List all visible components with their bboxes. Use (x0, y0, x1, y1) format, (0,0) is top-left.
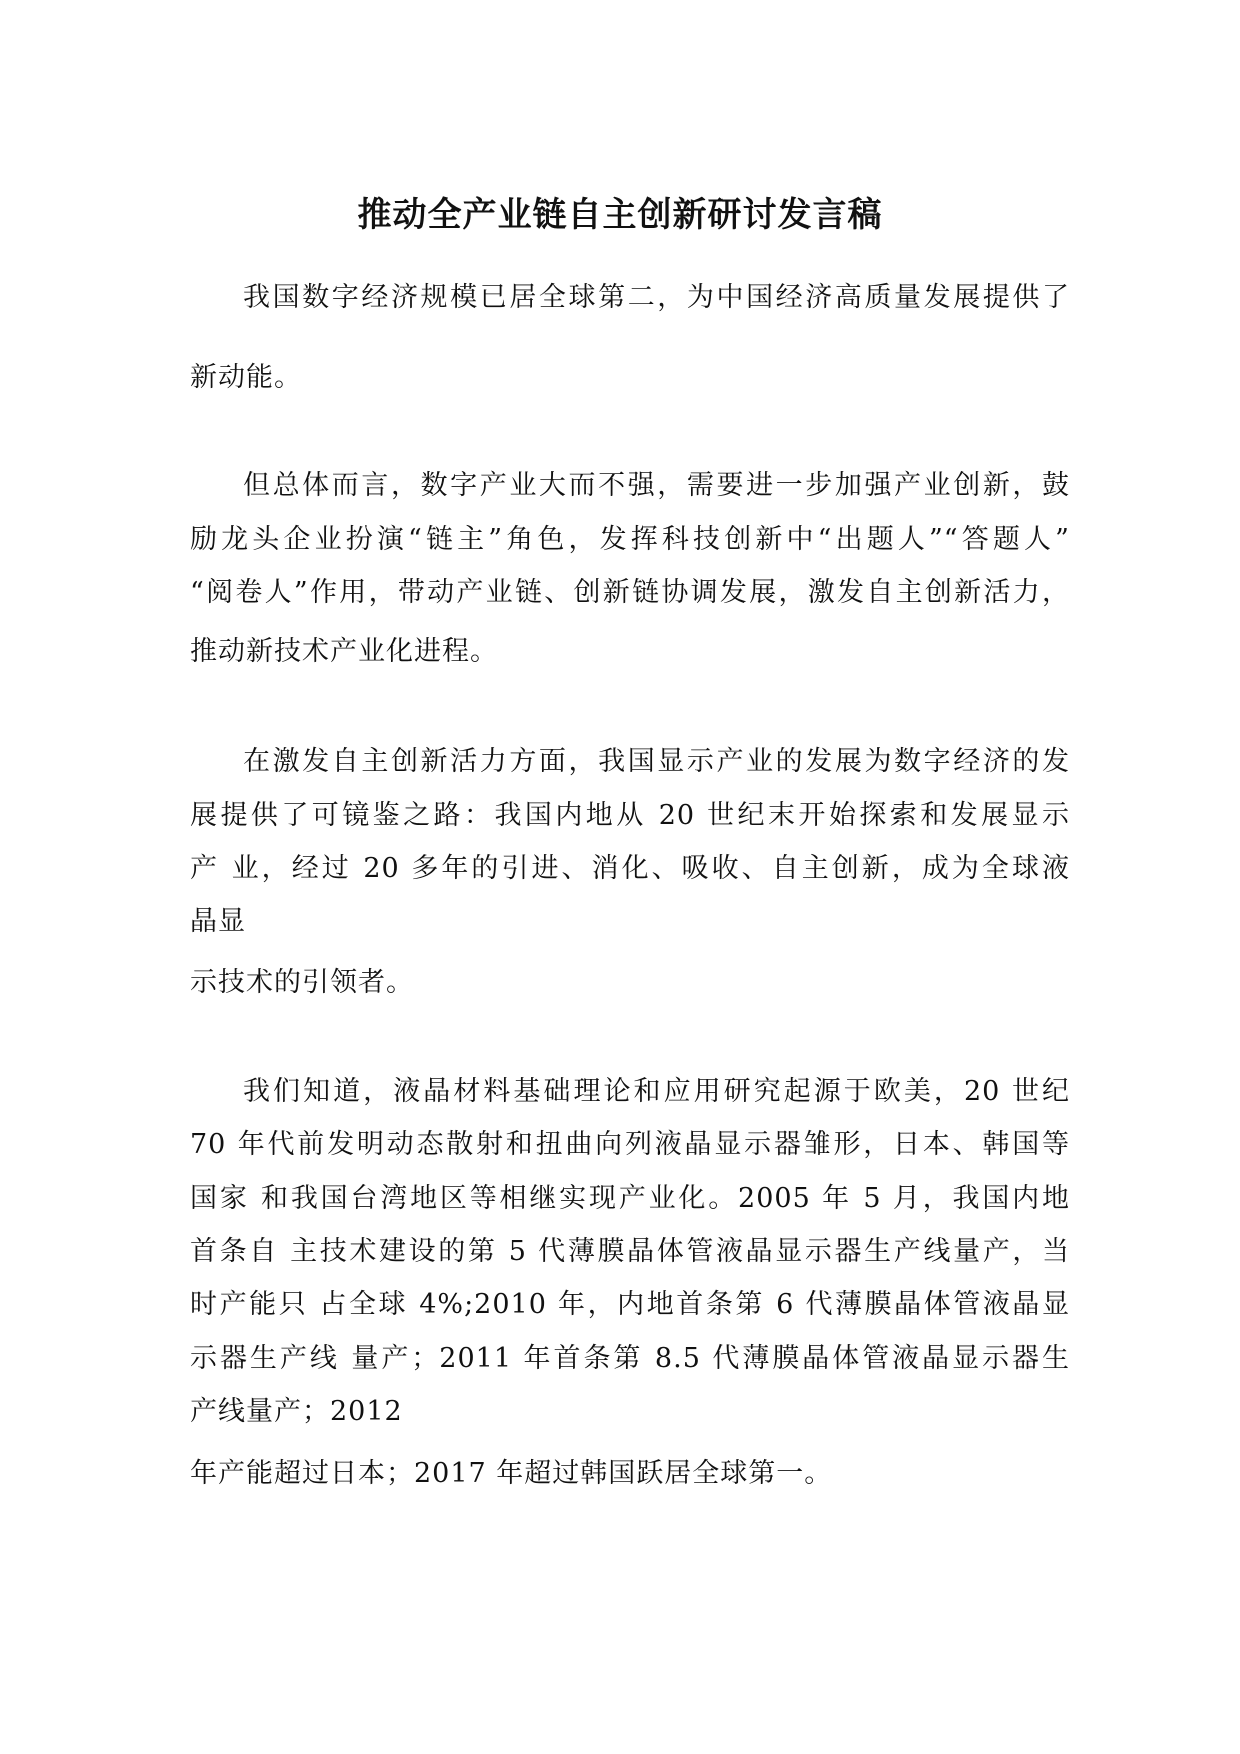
paragraph-4-line-5: 时产能只 占全球 4%;2010 年，内地首条第 6 代薄膜晶体管液晶显 (190, 1289, 1070, 1320)
paragraph-4-line-4: 首条自 主技术建设的第 5 代薄膜晶体管液晶显示器生产线量产，当 (190, 1236, 1070, 1267)
paragraph-2-line-2: 励龙头企业扮演“链主”角色，发挥科技创新中“出题人”“答题人” (190, 524, 1070, 555)
paragraph-4-line-8: 年产能超过日本；2017 年超过韩国跃居全球第一。 (190, 1458, 833, 1489)
paragraph-3-line-5: 示技术的引领者。 (190, 967, 414, 998)
paragraph-4-line-2: 70 年代前发明动态散射和扭曲向列液晶显示器雏形，日本、韩国等 (190, 1129, 1070, 1160)
paragraph-3-line-1: 在激发自主创新活力方面，我国显示产业的发展为数字经济的发 (243, 746, 1070, 777)
paragraph-4-line-3: 国家 和我国台湾地区等相继实现产业化。2005 年 5 月，我国内地 (190, 1183, 1070, 1214)
paragraph-1-line-2: 新动能。 (190, 362, 302, 393)
paragraph-4-line-6: 示器生产线 量产；2011 年首条第 8.5 代薄膜晶体管液晶显示器生 (190, 1343, 1070, 1374)
paragraph-1-line-1: 我国数字经济规模已居全球第二，为中国经济高质量发展提供了 (243, 282, 1070, 313)
paragraph-2-line-1: 但总体而言，数字产业大而不强，需要进一步加强产业创新，鼓 (243, 470, 1070, 501)
paragraph-2-line-4: 推动新技术产业化进程。 (190, 636, 498, 667)
document-title: 推动全产业链自主创新研讨发言稿 (357, 195, 883, 235)
paragraph-2-line-3: “阅卷人”作用，带动产业链、创新链协调发展，激发自主创新活力， (190, 577, 1070, 608)
paragraph-4-line-1: 我们知道，液晶材料基础理论和应用研究起源于欧美，20 世纪 (243, 1076, 1070, 1107)
paragraph-3-line-4: 晶显 (190, 906, 246, 937)
paragraph-3-line-2: 展提供了可镜鉴之路：我国内地从 20 世纪末开始探索和发展显示 (190, 800, 1070, 831)
paragraph-4-line-7: 产线量产；2012 (190, 1396, 403, 1427)
paragraph-3-line-3: 产 业，经过 20 多年的引进、消化、吸收、自主创新，成为全球液 (190, 853, 1070, 884)
